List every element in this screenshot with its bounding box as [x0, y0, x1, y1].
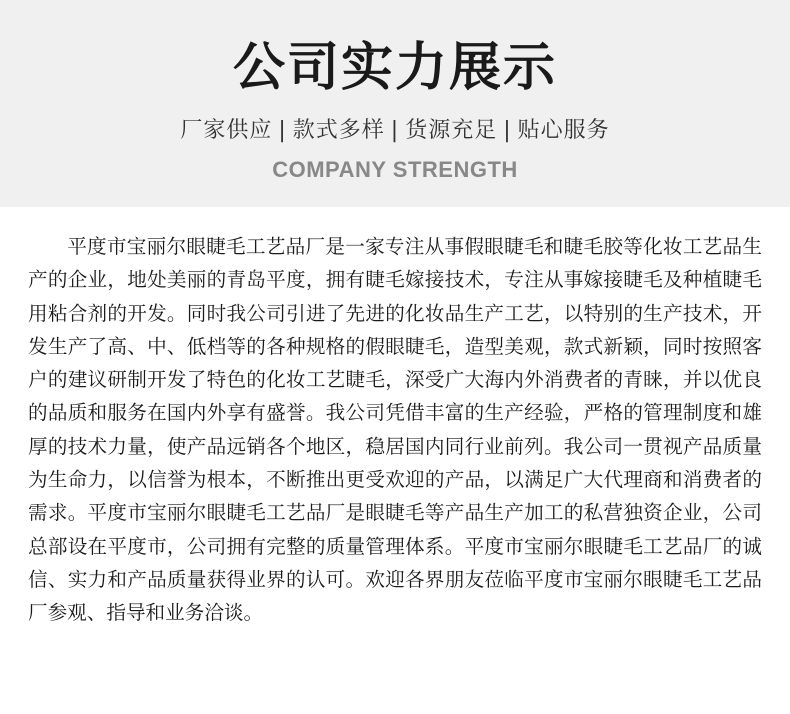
- tagline-separator: |: [503, 118, 512, 143]
- tagline-item-attentive-service: 贴心服务: [517, 118, 610, 143]
- tagline-separator: |: [278, 118, 287, 143]
- tagline-item-ample-stock: 货源充足: [405, 118, 498, 143]
- company-description-paragraph: 平度市宝丽尔眼睫毛工艺品厂是一家专注从事假眼睫毛和睫毛胶等化妆工艺品生产的企业，地处美丽的青岛平度，拥有睫毛嫁接技术，专注从事嫁接睫毛及种植睫毛用粘合剂的开发。同时我公司引进了先进的化妆品生产工艺，以特别的生产技术，开发生产了高、中、低档等的各种规格的假眼睫毛，造型美观，款式新颖，同时按照客户的建议研制开发了特色的化妆工艺睫毛，深受广大海内外消费者的青睐，并以优良的品质和服务在国内外享有盛誉。我公司凭借丰富的生产经验，严格的管理制度和雄厚的技术力量，使产品远销各个地区，稳居国内同行业前列。我公司一贯视产品质量为生命力，以信誉为根本，不断推出更受欢迎的产品，以满足广大代理商和消费者的需求。平度市宝丽尔眼睫毛工艺品厂是眼睫毛等产品生产加工的私营独资企业，公司总部设在平度市，公司拥有完整的质量管理体系。平度市宝丽尔眼睫毛工艺品厂的诚信、实力和产品质量获得业界的认可。欢迎各界朋友莅临平度市宝丽尔眼睫毛工艺品厂参观、指导和业务洽谈。: [28, 235, 762, 625]
- english-subtitle: COMPANY STRENGTH: [272, 157, 518, 182]
- subtitle-tagline: [0, 116, 790, 146]
- tagline-item-factory-supply: 厂家供应: [180, 118, 273, 143]
- page-title: 公司实力展示: [232, 38, 557, 98]
- tagline-separator: |: [390, 118, 400, 143]
- tagline-item-diverse-styles: 款式多样: [292, 118, 385, 143]
- header-banner: [0, 0, 790, 207]
